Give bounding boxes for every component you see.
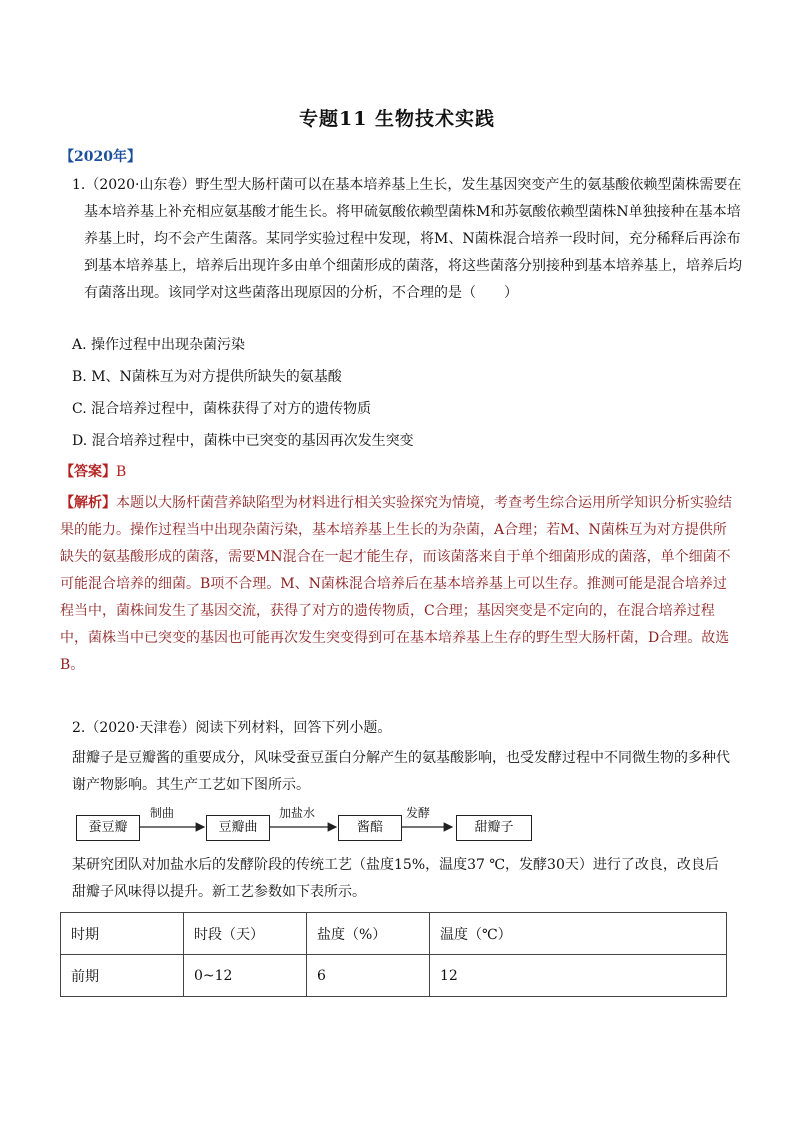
production-flow-diagram [76, 806, 536, 844]
question-1-option-b: B. M、N菌株互为对方提供所缺失的氨基酸 [72, 369, 342, 385]
year-section-tag: 【2020年】 [60, 149, 141, 165]
question-1-answer [60, 461, 126, 481]
analysis-label: 【解析】 [60, 495, 116, 511]
flow-edge-1: 制曲 [150, 806, 175, 820]
table-header-cell: 盐度（%） [307, 913, 430, 955]
page-title: 专题11 生物技术实践 [298, 108, 496, 130]
flow-node-3: 酱醅 [338, 815, 402, 841]
table-header-cell: 时段（天） [184, 913, 307, 955]
table-cell: 6 [307, 955, 430, 997]
question-2-stem: 2.（2020·天津卷）阅读下列材料，回答下列小题。 [72, 720, 392, 736]
flow-node-2: 豆瓣曲 [206, 815, 270, 841]
flow-edge-2: 加盐水 [279, 806, 316, 820]
answer-label: 【答案】 [60, 464, 116, 480]
flow-node-1: 蚕豆瓣 [76, 815, 140, 841]
table-cell: 12 [430, 955, 727, 997]
question-1-option-a: A. 操作过程中出现杂菌污染 [72, 337, 246, 353]
process-parameter-table [60, 912, 727, 997]
table-row [61, 955, 727, 997]
table-cell: 0~12 [184, 955, 307, 997]
question-2-material: 甜瓣子是豆瓣酱的重要成分，风味受蚕豆蛋白分解产生的氨基酸影响，也受发酵过程中不同微生物的多种代谢产物影响。其生产工艺如下图所示。 [72, 750, 730, 793]
table-cell: 前期 [61, 955, 184, 997]
flow-node-4: 甜瓣子 [456, 815, 532, 841]
question-1-option-c: C. 混合培养过程中，菌株获得了对方的遗传物质 [72, 401, 372, 417]
answer-value: B [116, 464, 127, 480]
table-header-cell: 时期 [61, 913, 184, 955]
question-1-analysis [60, 490, 732, 679]
question-1-stem: 1.（2020·山东卷）野生型大肠杆菌可以在基本培养基上生长，发生基因突变产生的氨基酸依赖型菌株需要在基本培养基上补充相应氨基酸才能生长。将甲硫氨酸依赖型菌株M和苏氨酸依赖型菌株N单独接种在基本培养基上时，均不会产生菌落。某同学实验过程中发现，将M、N菌株混合培养一段时间，充分稀释后再涂布到基本培养基上，培养后出现许多由单个细菌形成的菌落，将这些菌落分别接种到基本培养基上，培养后均有菌落出现。该同学对这些菌落出现原因的分析，不合理的是（ ） [72, 177, 742, 301]
question-2-improvement-text: 某研究团队对加盐水后的发酵阶段的传统工艺（盐度15%，温度37 ℃，发酵30天）进行了改良，改良后甜瓣子风味得以提升。新工艺参数如下表所示。 [72, 857, 719, 900]
analysis-text: 本题以大肠杆菌营养缺陷型为材料进行相关实验探究为情境，考查考生综合运用所学知识分析实验结果的能力。操作过程当中出现杂菌污染，基本培养基上生长的为杂菌，A合理；若M、N菌株互为对方提供所缺失的氨基酸形成的菌落，需要MN混合在一起才能生存，而该菌落来自于单个细菌形成的菌落，单个细菌不可能混合培养的细菌。B项不合理。M、N菌株混合培养后在基本培养基上可以生存。推测可能是混合培养过程当中，菌株间发生了基因交流，获得了对方的遗传物质，C合理；基因突变是不定向的，在混合培养过程中，菌株当中已突变的基因也可能再次发生突变得到可在基本培养基上生存的野生型大肠杆菌，D合理。故选B。 [60, 495, 732, 673]
flow-edge-3: 发酵 [406, 806, 431, 820]
table-header-row [61, 913, 727, 955]
table-header-cell: 温度（℃） [430, 913, 727, 955]
question-1-option-d: D. 混合培养过程中，菌株中已突变的基因再次发生突变 [72, 433, 414, 449]
